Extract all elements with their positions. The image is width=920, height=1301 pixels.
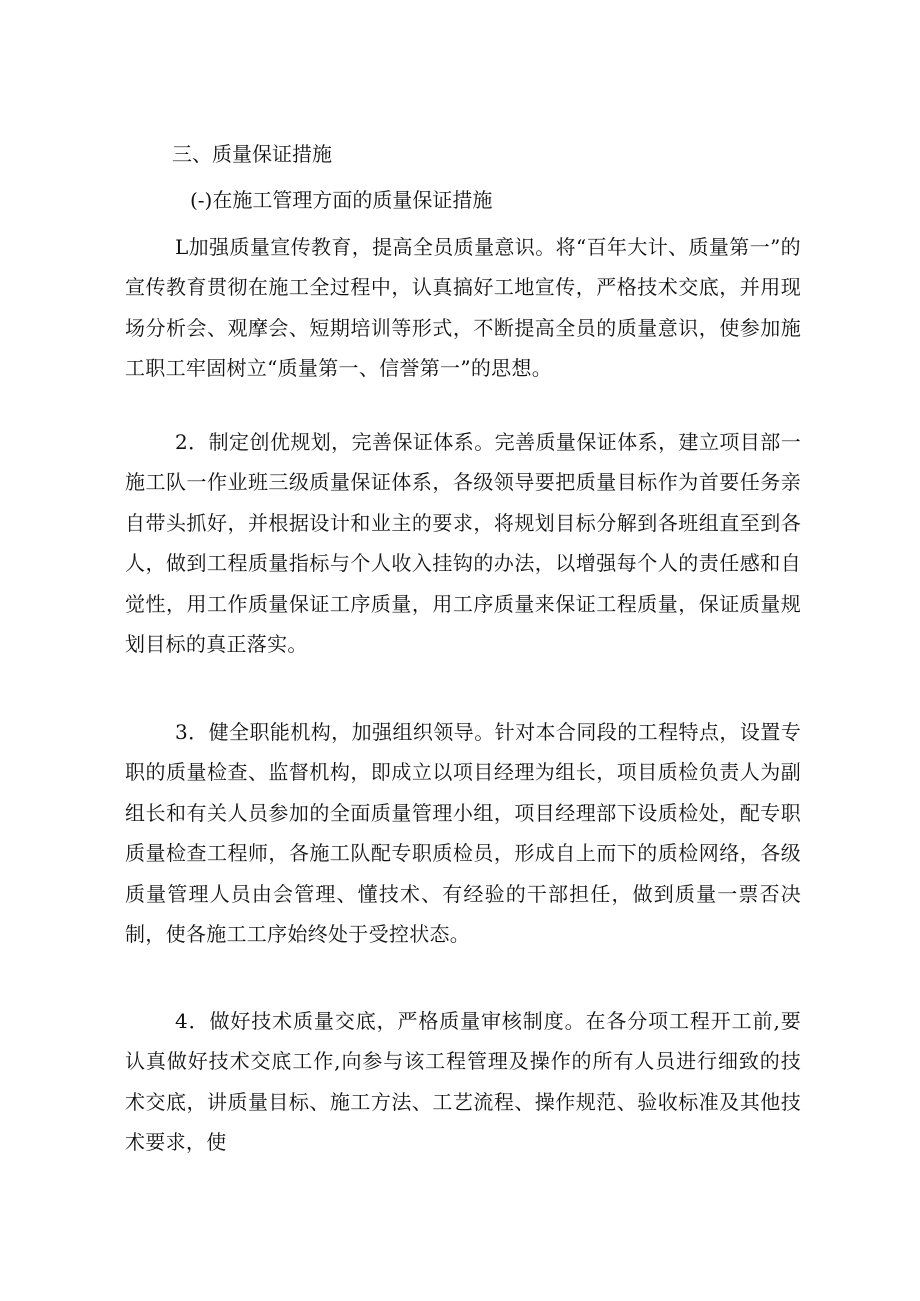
paragraph-1: L加强质量宣传教育，提高全员质量意识。将“百年大计、质量第一”的宣传教育贯彻在施工全过程中，认真搞好工地宣传，严格技术交底，并用现场分析会、观摩会、短期培训等形式，不断提高全员的质量意识，使参加施工职工牢固树立“质量第一、信誉第一”的思想。 [125,235,801,381]
subsection-title: (-)在施工管理方面的质量保证措施 [190,188,493,212]
paragraph-4: 4．做好技术质量交底，严格质量审核制度。在各分项工程开工前,要认真做好技术交底工作,向参与该工程管理及操作的所有人员进行细致的技术交底，讲质量目标、施工方法、工艺流程、操作规范、验收标准及其他技术要求，使 [125,1009,801,1155]
paragraph-3: 3．健全职能机构，加强组织领导。针对本合同段的工程特点，设置专职的质量检查、监督机构，即成立以项目经理为组长，项目质检负责人为副组长和有关人员参加的全面质量管理小组，项目经理部下设质检处，配专职质量检查工程师，各施工队配专职质检员，形成自上而下的质检网络，各级质量管理人员由会管理、懂技术、有经验的干部担任，做到质量一票否决制，使各施工工序始终处于受控状态。 [125,720,801,947]
paragraph-2: 2．制定创优规划，完善保证体系。完善质量保证体系，建立项目部一施工队一作业班三级质量保证体系，各级领导要把质量目标作为首要任务亲自带头抓好，并根据设计和业主的要求，将规划目标分解到各班组直至到各人，做到工程质量指标与个人收入挂钩的办法，以增强每个人的责任感和自觉性，用工作质量保证工序质量，用工序质量来保证工程质量，保证质量规划目标的真正落实。 [125,430,801,657]
section-title: 三、质量保证措施 [172,142,332,166]
